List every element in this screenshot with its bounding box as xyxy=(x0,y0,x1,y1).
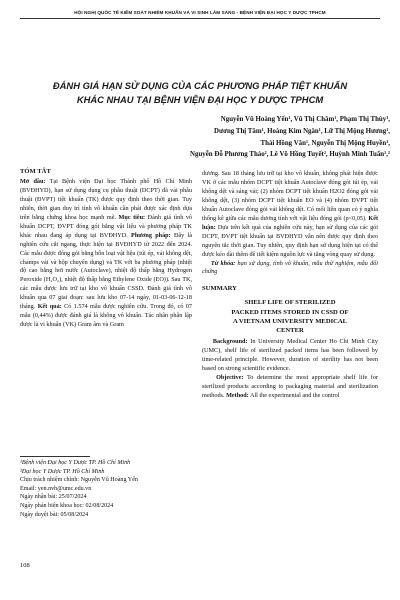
summary-title-2: PACKED ITEMS STORED IN CSSD OF xyxy=(231,308,349,316)
method-en-label: Method: xyxy=(226,391,249,399)
abstract-heading: TÓM TẮT xyxy=(20,168,51,175)
abstract-continued xyxy=(202,170,378,260)
author-line-3: Thái Hồng Vân¹, Nguyễn Thị Mộng Huyền¹, xyxy=(260,139,390,147)
method-en-text: All the experimental and the control xyxy=(248,391,340,399)
summary-title-3: A VIETNAM UNIVERSITY MEDICAL xyxy=(232,317,348,325)
result-text: Có 1.574 mẫu được nghiên cứu. Trong đó, có 07 mẫu (0,44%) được đánh giá là không vô khuẩn. Tác nhân phân lập được là vi khuẩn (VK) Gram âm và Gram xyxy=(20,303,192,329)
method-text: Đây là nghiên cứu cắt ngang, thực hiện tại BVĐHYD từ 2022 đến 2024. Các mẫu được đóng gói bằng bốn loại vật liệu (túi ép, vải không dệt, champs vải và hộp chuyên dụng) và TK với ba phương pháp (nhiệt độ cao bằng hơi nước (Autoclave), nhiệt độ thấp bằng Hydrogen Peroxide (H₂O₂), nhiệt độ thấp bằng Ethylene Oxide (EO)). Sau TK, các mẫu được lưu trữ tại kho vô khuẩn CSSD. Đánh giá tình vô khuẩn qua 07 giai đoạn: sau lưu kho 07-14 ngày, 01-03-06-12-18 tháng. xyxy=(20,231,193,311)
keywords xyxy=(202,260,378,278)
intro-text: Tại Bệnh viện Đại học Thành phố Hồ Chí Minh (BVĐHYD), hạn sử dụng dụng cụ phẫu thuật (DCPT) đã vải phẫu thuật (ĐVPT) tiệt khuẩn (TK) được quy định theo thời gian. Tuy nhiên, thời gian duy trì tình vô khuẩn cần phải được xác định dựa trên bằng chứng khoa học mạnh mẽ. xyxy=(20,177,192,221)
title-line-2: KHÁC NHAU TẠI BỆNH VIỆN ĐẠI HỌC Y DƯỢC TPHCM xyxy=(76,94,324,105)
intro-label: Mở đầu: xyxy=(20,177,46,185)
objective-en-text: To determine the most appropriate shelf life for sterilized products according to packaging material and sterilization methods. xyxy=(202,374,378,399)
summary-title-4: CENTER xyxy=(276,327,304,334)
conclusion-text: Dựa trên kết quả của nghiên cứu này, hạn sử dụng của các gói DCPT, ĐVPT tiệt khuẩn tại BVĐHYD vẫn nên được quy định theo nguyên tắc thời gian. Tuy nhiên, quy định hạn sử dụng hiện tại có thể được kéo dài thêm để tiết kiệm nguồn lực và tăng vòng quay sử dụng. xyxy=(202,223,378,258)
affiliation-2: ²Đại học Y Dược TP. Hồ Chí Minh xyxy=(20,468,105,475)
summary-heading: SUMMARY xyxy=(202,285,237,293)
background-text: In University Medical Center Ho Chi Minh City (UMC), shelf life of sterilized packed items has been followed by time-related principle. However, duration of sterility has not been based on strong scientific evidence. xyxy=(202,338,378,373)
conclusion-label: Kết luận: xyxy=(202,214,379,231)
result-label: Kết quả: xyxy=(37,303,62,311)
page-number: 108 xyxy=(20,562,30,569)
summary-body xyxy=(202,338,378,374)
keywords-label: Từ khóa: xyxy=(210,259,236,267)
email: Email: yen.nvh@umc.edu.vn xyxy=(20,485,92,492)
summary-objective xyxy=(202,374,378,401)
received-date: Ngày nhận bài: 25/07/2024 xyxy=(20,494,87,501)
right-column xyxy=(202,170,378,401)
objective-en-label: Objective: xyxy=(216,374,244,382)
author-line-1: Nguyễn Vũ Hoàng Yến¹, Vũ Thị Châm¹, Phạm Thị Thùy¹, xyxy=(220,116,390,123)
footnote-rule xyxy=(20,456,90,457)
abstract-body xyxy=(20,178,192,330)
method-label: Phương pháp: xyxy=(131,231,171,239)
author-line-2: Dương Thị Tâm¹, Hoàng Kim Ngân¹, Lữ Thị Mộng Hương¹, xyxy=(214,127,390,135)
article-title xyxy=(30,79,370,107)
accepted-date: Ngày duyệt bài: 05/08/2024 xyxy=(20,511,89,518)
background-label: Background: xyxy=(212,338,248,346)
left-column xyxy=(20,168,192,330)
objective-label: Mục tiêu: xyxy=(118,213,146,221)
affiliation-1: ¹Bệnh viện Đại học Y Dược TP. Hồ Chí Minh xyxy=(20,460,131,466)
summary-title-1: SHELF LIFE OF STERILIZED xyxy=(244,299,336,307)
review-date: Ngày phản biện khoa học: 02/08/2024 xyxy=(20,502,114,509)
title-line-1: ĐÁNH GIÁ HẠN SỬ DỤNG CỦA CÁC PHƯƠNG PHÁP TIỆT KHUẨN xyxy=(52,80,348,91)
running-header: HỘI NGHỊ QUỐC TẾ KIỂM SOÁT NHIỄM KHUẨN VÀ VI SINH LÂM SÀNG - BỆNH VIỆN ĐẠI HỌC Y DƯỢC TPHCM xyxy=(74,10,326,15)
author-line-4: Nguyễn Đỗ Phương Thảo², Lê Võ Hồng Tuyết², Huỳnh Minh Tuấn¹,² xyxy=(190,151,390,159)
result-text-cont: dương. Sau 18 tháng lưu trữ tại kho vô khuẩn, không phát hiện được VK ở các mẫu nhóm DCPT tiệt khuẩn Autoclave đóng gói túi ép, vải không dệt và sáng vải; (2) nhóm DCPT tiệt khuẩn H2O2 đóng gói vải không dệt, (3) nhóm DCPT tiệt khuẩn EO và (4) nhóm ĐVPT tiệt khuẩn Autoclave đóng gói vải không dệt. Có mối liên quan có ý nghĩa thống kê giữa các mẫu dương tính với vật liệu đóng gói (p<0,05). xyxy=(202,170,378,222)
author-list xyxy=(90,114,390,161)
objective-text: Đánh giá tình vô khuẩn DCPT, ĐVPT đóng gói bằng vật liệu và phương pháp TK khác nhau đang áp dụng tại BVĐHYD. xyxy=(20,213,193,239)
corresponding-author: Chịu trách nhiệm chính: Nguyễn Vũ Hoàng Yến xyxy=(20,477,138,484)
keywords-text: hạn sử dụng, tình vô khuẩn, mẫu thử nghiệm, mẫu đối chứng xyxy=(202,259,378,276)
header-rule xyxy=(20,18,380,19)
summary-title xyxy=(202,298,378,335)
footnotes xyxy=(20,456,192,519)
